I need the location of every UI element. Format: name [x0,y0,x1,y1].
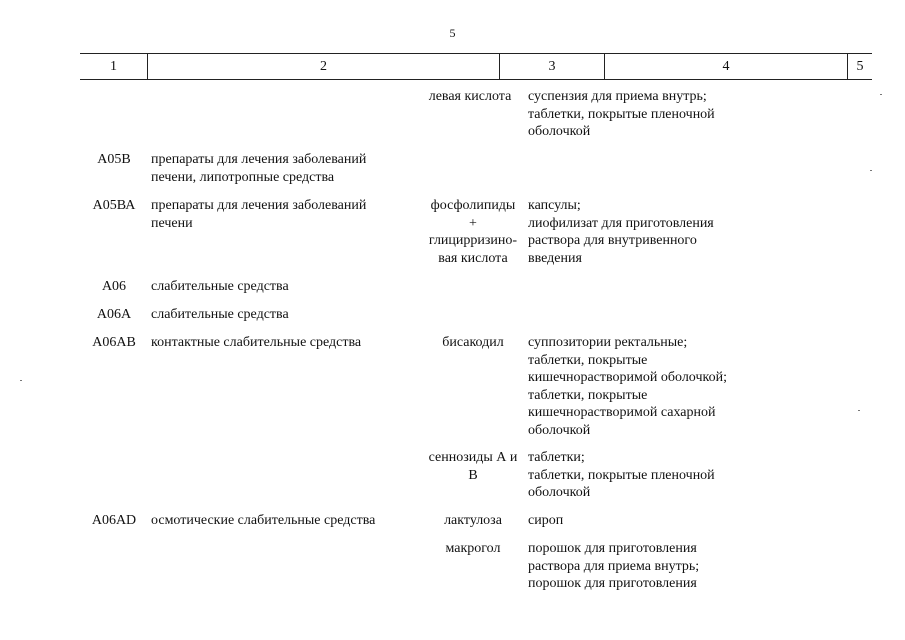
atc-code: А05ВА [92,198,136,213]
dosage-forms: суппозитории ректальные; таблетки, покрытые кишечнорастворимой оболочкой; таблетки, покрытые кишечнорастворимой сахарной оболочкой [528,335,727,438]
atc-code: А05В [97,152,131,167]
anatomic-group-name: контактные слабительные средства [151,335,362,350]
header-col-1: 1 [80,54,148,79]
dosage-forms: сироп [528,513,564,528]
dosage-forms: суспензия для приема внутрь; таблетки, покрытые пленочной оболочкой [528,89,715,139]
anatomic-group-name: препараты для лечения заболеваний печени, липотропные средства [151,152,367,185]
table-header-row [80,53,872,80]
header-col-2: 2 [148,54,500,79]
scan-speck [20,380,22,381]
anatomic-group-name: осмотические слабительные средства [151,513,376,528]
drug-inn: левая кислота [428,89,512,104]
dosage-forms: порошок для приготовления раствора для приема внутрь; порошок для приготовления [528,541,700,591]
header-col-5: 5 [856,59,864,74]
dosage-forms: таблетки; таблетки, покрытые пленочной оболочкой [528,450,715,500]
drug-inn: фосфолипиды + глицирризино- вая кислота [428,198,518,266]
scan-speck [880,94,882,95]
atc-code: А06А [96,307,132,322]
drug-inn: макрогол [445,541,501,556]
atc-code: А06 [101,279,127,294]
drug-inn: сеннозиды А и В [428,450,518,483]
scan-speck [858,410,860,411]
anatomic-group-name: слабительные средства [151,279,289,294]
drug-inn: бисакодил [442,335,504,350]
anatomic-group-name: препараты для лечения заболеваний печени [151,198,367,231]
scan-speck [870,170,872,171]
page-number: 5 [449,26,456,40]
anatomic-group-name: слабительные средства [151,307,289,322]
drug-inn: лактулоза [444,513,502,528]
header-col-3: 3 [500,54,605,79]
atc-code: А06АВ [92,335,136,350]
atc-code: А06АD [91,513,137,528]
dosage-forms: капсулы; лиофилизат для приготовления раствора для внутривенного введения [528,198,714,266]
header-col-4: 4 [605,54,848,79]
